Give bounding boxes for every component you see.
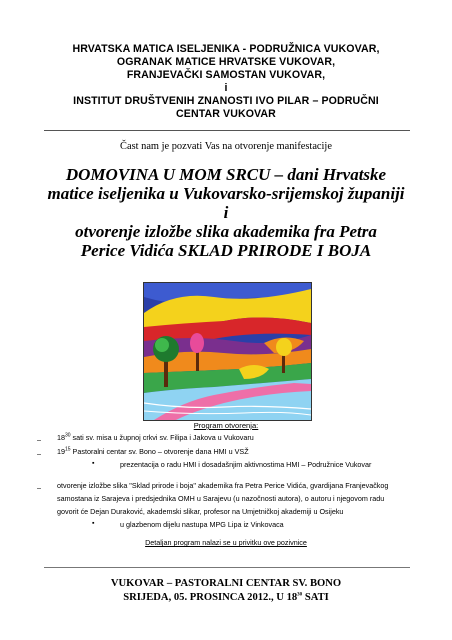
invitation-text: Čast nam je pozvati Vas na otvorenje manifestacije (120, 141, 332, 152)
venue-minutes: 30 (297, 592, 303, 598)
organizer-line: OGRANAK MATICE HRVATSKE VUKOVAR, (116, 56, 336, 68)
title-line: otvorenje izložbe slika akademika fra Petra (75, 222, 377, 241)
bullet-icon: ▪ (92, 520, 95, 527)
title-line: Perice Vidića SKLAD PRIRODE I BOJA (80, 241, 372, 260)
organizer-line: HRVATSKA MATICA ISELJENIKA - PODRUŽNICA VUKOVAR, (72, 43, 380, 55)
organizer-line: INSTITUT DRUŠTVENIH ZNANOSTI IVO PILAR – PODRUČNI (73, 95, 379, 107)
event-title (20, 165, 432, 260)
venue-suffix: SATI (302, 592, 329, 603)
detail-note: Detaljan program nalazi se u privitku ove pozivnice (145, 538, 307, 547)
program-item-opening (57, 446, 249, 458)
program-text: Pastoralni centar sv. Bono – otvorenje dana HMI u VSŽ (70, 447, 249, 456)
colorful-landscape-painting-icon (144, 283, 311, 420)
program-heading: Program otvorenja: (193, 421, 259, 430)
time-minutes: 15 (65, 446, 71, 453)
time-minutes: 30 (65, 432, 71, 439)
program-item-exhibition-cont: samostana iz Sarajeva i predsjednika OMH u Sarajevu (u nazočnosti autora), o autoru i njegovom radu (57, 494, 385, 503)
program-item-exhibition-cont: govorit će Dejan Duraković, akademski slikar, profesor na Umjetničkoj akademiji u Osijeku (57, 507, 344, 516)
program-item-mass (57, 432, 254, 444)
venue-date: SRIJEDA, 05. PROSINCA 2012., U 18 (123, 592, 298, 603)
venue-location: VUKOVAR – PASTORALNI CENTAR SV. BONO (110, 578, 342, 589)
dash-marker: – (37, 449, 41, 458)
header-divider (44, 130, 410, 131)
organizers-header (20, 43, 432, 121)
program-subitem-music: u glazbenom dijelu nastupa MPG Lipa iz Vinkovaca (120, 520, 284, 529)
venue-datetime (0, 592, 452, 603)
title-line: DOMOVINA U MOM SRCU – dani Hrvatske (65, 165, 387, 184)
time-hour: 19 (57, 447, 65, 456)
organizer-line: i (224, 82, 228, 94)
dash-marker: – (37, 435, 41, 444)
title-line: matice iseljenika u Vukovarsko-srijemskoj županiji (47, 184, 405, 203)
organizer-line: CENTAR VUKOVAR (176, 108, 276, 120)
landscape-painting (143, 282, 312, 421)
program-text: sati sv. misa u župnoj crkvi sv. Filipa i Jakova u Vukovaru (70, 433, 254, 442)
organizer-line: FRANJEVAČKI SAMOSTAN VUKOVAR, (126, 69, 326, 81)
program-item-exhibition: otvorenje izložbe slika "Sklad prirode i boja" akademika fra Petra Perice Vidića, gvardijana Franjevačkog (57, 481, 389, 490)
time-hour: 18 (57, 433, 65, 442)
dash-marker: – (37, 483, 41, 492)
footer-divider (44, 567, 410, 568)
title-line: i (223, 203, 229, 222)
bullet-icon: ▪ (92, 460, 95, 467)
program-subitem-presentation: prezentacija o radu HMI i dosadašnjim aktivnostima HMI – Podružnice Vukovar (120, 460, 372, 469)
